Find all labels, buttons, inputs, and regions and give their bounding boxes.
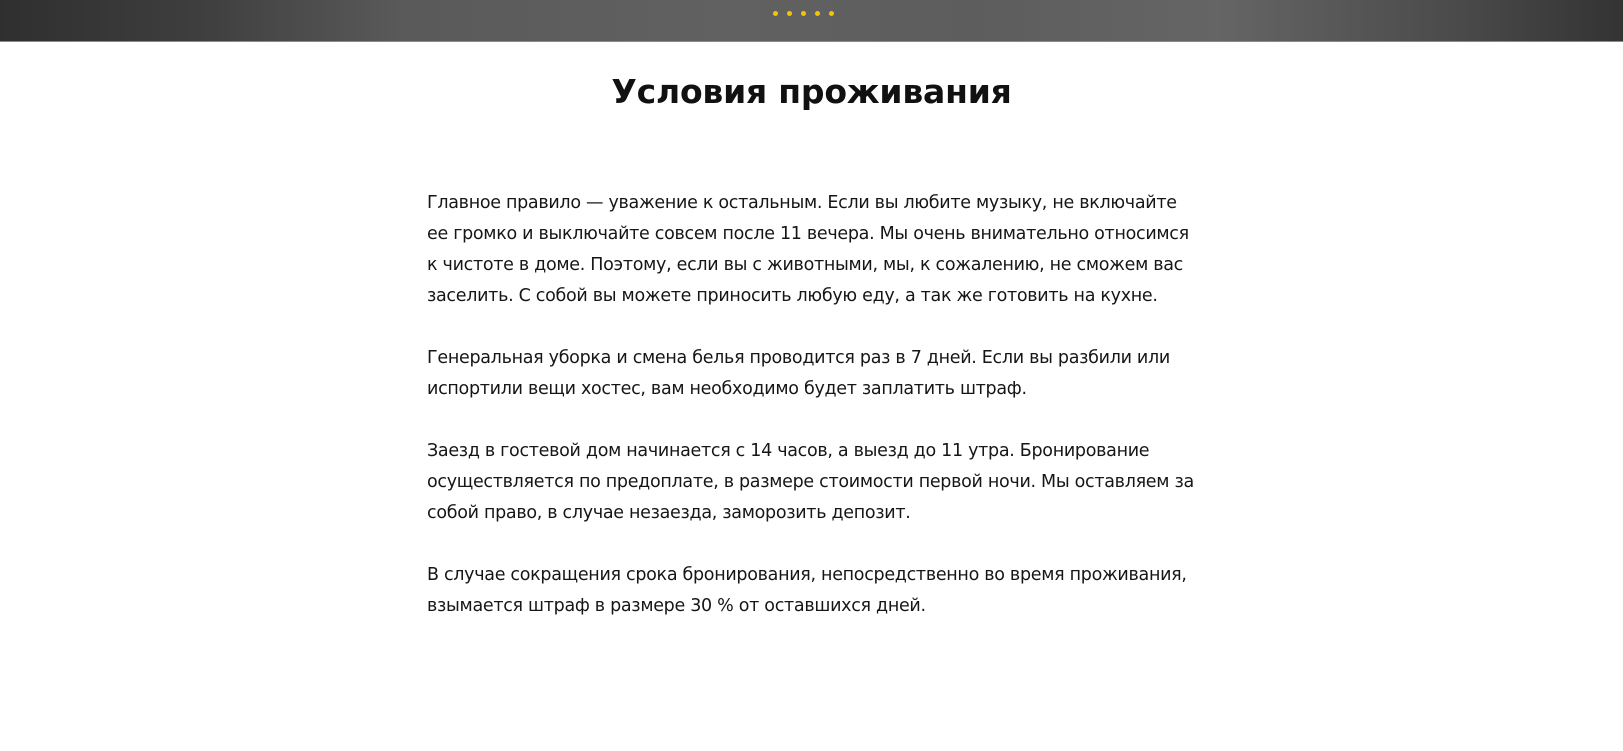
slider-dot-2[interactable] (787, 11, 792, 16)
slider-dot-3[interactable] (801, 11, 806, 16)
slider-dot-1[interactable] (773, 11, 778, 16)
slider-dot-5[interactable] (829, 11, 834, 16)
page-title: Условия проживания (611, 72, 1012, 111)
rules-paragraph-general: Главное правило — уважение к остальным. Если вы любите музыку, не включайте ее громко и выключайте совсем после 11 вечера. Мы очень внимательно относимся к чистоте в доме. Поэтому, если вы с животными, мы, к сожалению, не сможем вас заселить. С собой вы можете приносить любую еду, а так же готовить на кухне. (427, 193, 1189, 306)
rules-paragraph-cleaning: Генеральная уборка и смена белья проводится раз в 7 дней. Если вы разбили или испортили вещи хостес, вам необходимо будет заплатить штраф. (427, 348, 1170, 399)
rules-paragraph-checkin: Заезд в гостевой дом начинается с 14 часов, а выезд до 11 утра. Бронирование осуществляется по предоплате, в размере стоимости первой ночи. Мы оставляем за собой право, в случае незаезда, заморозить депозит. (427, 441, 1194, 523)
slider-dot-4[interactable] (815, 11, 820, 16)
slider-pagination (773, 11, 834, 16)
hero-image-banner (0, 0, 1623, 42)
rules-paragraph-penalty: В случае сокращения срока бронирования, непосредственно во время проживания, взымается штраф в размере 30 % от оставшихся дней. (427, 565, 1187, 616)
rules-content (427, 188, 1197, 653)
